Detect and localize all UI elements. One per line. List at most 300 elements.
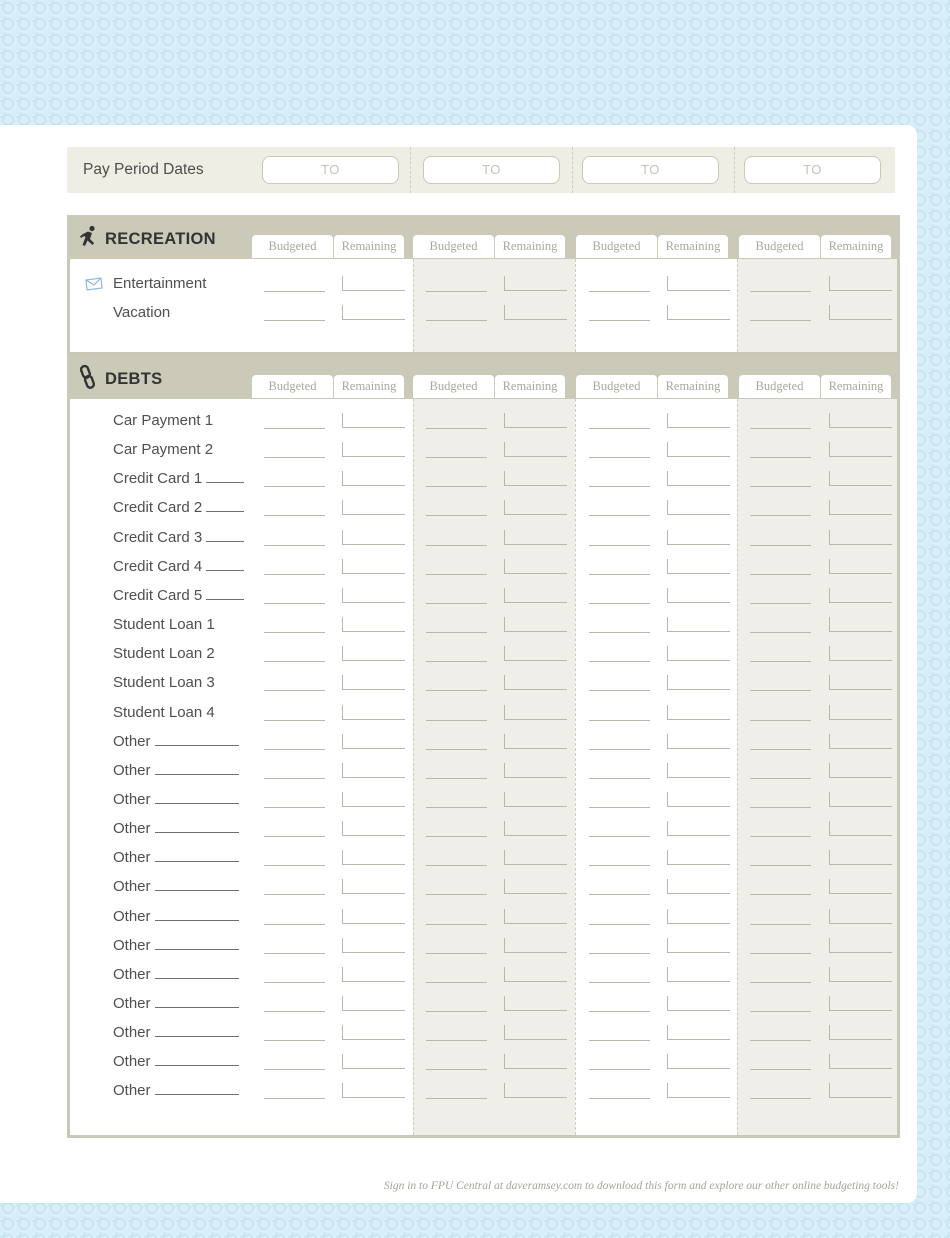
remaining-amount-field-2[interactable] xyxy=(504,821,567,836)
remaining-amount-field-4[interactable] xyxy=(829,500,892,515)
budgeted-amount-field-3[interactable] xyxy=(589,924,650,925)
budgeted-amount-field-3[interactable] xyxy=(589,982,650,983)
remaining-amount-field-1[interactable] xyxy=(342,413,405,428)
budgeted-amount-field-4[interactable] xyxy=(750,1040,811,1041)
remaining-amount-field-3[interactable] xyxy=(667,471,730,486)
budgeted-amount-field-1[interactable] xyxy=(264,632,325,633)
pay-period-date-field-4[interactable]: TO xyxy=(744,156,881,184)
budgeted-amount-field-1[interactable] xyxy=(264,1040,325,1041)
budgeted-amount-field-1[interactable] xyxy=(264,1098,325,1099)
remaining-amount-field-4[interactable] xyxy=(829,1025,892,1040)
remaining-amount-field-2[interactable] xyxy=(504,471,567,486)
period-divider xyxy=(575,259,576,352)
row-label-text: Credit Card 5 xyxy=(113,586,203,604)
budgeted-amount-field-2[interactable] xyxy=(426,1011,487,1012)
remaining-amount-field-3[interactable] xyxy=(667,559,730,574)
row-label-blank[interactable] xyxy=(155,744,239,746)
section-title: RECREATION xyxy=(105,230,216,248)
remaining-amount-field-2[interactable] xyxy=(504,938,567,953)
budgeted-amount-field-4[interactable] xyxy=(750,545,811,546)
row-label-text: Credit Card 4 xyxy=(113,557,203,575)
row-label xyxy=(113,1053,239,1070)
remaining-amount-field-2[interactable] xyxy=(504,1083,567,1098)
budgeted-amount-field-2[interactable] xyxy=(426,291,487,292)
row-label xyxy=(113,937,239,954)
row-label-blank[interactable] xyxy=(155,773,239,775)
budgeted-amount-field-4[interactable] xyxy=(750,457,811,458)
row-label xyxy=(113,849,239,866)
remaining-amount-field-2[interactable] xyxy=(504,559,567,574)
budgeted-amount-field-1[interactable] xyxy=(264,953,325,954)
row-label xyxy=(113,995,239,1012)
budgeted-amount-field-3[interactable] xyxy=(589,690,650,691)
row-label-blank[interactable] xyxy=(155,977,239,979)
remaining-amount-field-1[interactable] xyxy=(342,1083,405,1098)
remaining-amount-field-2[interactable] xyxy=(504,879,567,894)
budgeted-amount-field-1[interactable] xyxy=(264,778,325,779)
row-label xyxy=(113,674,215,691)
remaining-amount-field-3[interactable] xyxy=(667,879,730,894)
row-label-blank[interactable] xyxy=(155,948,239,950)
row-label-blank[interactable] xyxy=(206,481,244,483)
budgeted-amount-field-1[interactable] xyxy=(264,574,325,575)
row-label-blank[interactable] xyxy=(155,1006,239,1008)
budgeted-amount-field-2[interactable] xyxy=(426,1069,487,1070)
budgeted-amount-field-2[interactable] xyxy=(426,545,487,546)
budgeted-amount-field-3[interactable] xyxy=(589,291,650,292)
remaining-amount-field-3[interactable] xyxy=(667,821,730,836)
budgeted-amount-field-4[interactable] xyxy=(750,291,811,292)
budgeted-amount-field-2[interactable] xyxy=(426,1098,487,1099)
remaining-amount-field-2[interactable] xyxy=(504,792,567,807)
row-label xyxy=(113,412,213,429)
row-label-text: Other xyxy=(113,878,151,896)
budgeted-amount-field-2[interactable] xyxy=(426,574,487,575)
budgeted-amount-field-4[interactable] xyxy=(750,1011,811,1012)
remaining-amount-field-4[interactable] xyxy=(829,588,892,603)
remaining-amount-field-3[interactable] xyxy=(667,734,730,749)
remaining-amount-field-3[interactable] xyxy=(667,442,730,457)
budgeted-amount-field-1[interactable] xyxy=(264,661,325,662)
budgeted-amount-field-3[interactable] xyxy=(589,865,650,866)
remaining-amount-field-2[interactable] xyxy=(504,909,567,924)
row-label xyxy=(113,645,215,662)
remaining-amount-field-4[interactable] xyxy=(829,471,892,486)
row-label xyxy=(113,791,239,808)
remaining-amount-field-4[interactable] xyxy=(829,559,892,574)
budgeted-amount-field-2[interactable] xyxy=(426,515,487,516)
remaining-column-header: Remaining xyxy=(821,375,891,398)
remaining-amount-field-4[interactable] xyxy=(829,909,892,924)
remaining-amount-field-1[interactable] xyxy=(342,967,405,982)
budgeted-amount-field-1[interactable] xyxy=(264,865,325,866)
budgeted-amount-field-2[interactable] xyxy=(426,632,487,633)
remaining-amount-field-1[interactable] xyxy=(342,734,405,749)
remaining-amount-field-3[interactable] xyxy=(667,413,730,428)
budgeted-amount-field-4[interactable] xyxy=(750,486,811,487)
budgeted-amount-field-4[interactable] xyxy=(750,865,811,866)
remaining-amount-field-2[interactable] xyxy=(504,588,567,603)
row-label xyxy=(113,878,239,895)
budgeted-amount-field-3[interactable] xyxy=(589,661,650,662)
remaining-column-header: Remaining xyxy=(334,235,404,258)
budgeted-amount-field-3[interactable] xyxy=(589,749,650,750)
remaining-amount-field-1[interactable] xyxy=(342,850,405,865)
row-label xyxy=(113,908,239,925)
budgeted-amount-field-1[interactable] xyxy=(264,924,325,925)
row-label-text: Other xyxy=(113,820,151,838)
budgeted-amount-field-3[interactable] xyxy=(589,486,650,487)
remaining-amount-field-3[interactable] xyxy=(667,792,730,807)
footer-note: Sign in to FPU Central at daveramsey.com to download this form and explore our other online budgeting tools! xyxy=(383,1180,899,1192)
chain-link-icon xyxy=(77,365,99,389)
remaining-amount-field-1[interactable] xyxy=(342,442,405,457)
budgeted-amount-field-4[interactable] xyxy=(750,515,811,516)
remaining-amount-field-3[interactable] xyxy=(667,1054,730,1069)
budgeted-column-header: Budgeted xyxy=(739,235,820,258)
remaining-amount-field-1[interactable] xyxy=(342,588,405,603)
budgeted-column-header: Budgeted xyxy=(576,235,657,258)
remaining-amount-field-2[interactable] xyxy=(504,500,567,515)
budgeted-amount-field-3[interactable] xyxy=(589,545,650,546)
remaining-amount-field-2[interactable] xyxy=(504,705,567,720)
budgeted-amount-field-1[interactable] xyxy=(264,603,325,604)
remaining-amount-field-4[interactable] xyxy=(829,763,892,778)
row-label xyxy=(113,762,239,779)
remaining-amount-field-3[interactable] xyxy=(667,850,730,865)
remaining-column-header: Remaining xyxy=(495,375,565,398)
budgeted-amount-field-3[interactable] xyxy=(589,894,650,895)
budgeted-column-header: Budgeted xyxy=(739,375,820,398)
remaining-amount-field-4[interactable] xyxy=(829,850,892,865)
remaining-column-header: Remaining xyxy=(334,375,404,398)
running-person-icon xyxy=(77,225,99,249)
row-label xyxy=(113,275,206,292)
budgeted-amount-field-2[interactable] xyxy=(426,428,487,429)
row-label-text: Student Loan 1 xyxy=(113,616,215,634)
budgeted-amount-field-2[interactable] xyxy=(426,924,487,925)
remaining-amount-field-1[interactable] xyxy=(342,763,405,778)
budgeted-amount-field-2[interactable] xyxy=(426,778,487,779)
budgeted-amount-field-4[interactable] xyxy=(750,836,811,837)
remaining-amount-field-2[interactable] xyxy=(504,1054,567,1069)
row-label-text: Other xyxy=(113,995,151,1012)
budgeted-amount-field-4[interactable] xyxy=(750,603,811,604)
budgeted-amount-field-2[interactable] xyxy=(426,720,487,721)
remaining-amount-field-1[interactable] xyxy=(342,821,405,836)
row-label-blank[interactable] xyxy=(155,889,239,891)
row-label-blank[interactable] xyxy=(155,1035,239,1037)
remaining-amount-field-3[interactable] xyxy=(667,276,730,291)
remaining-amount-field-2[interactable] xyxy=(504,996,567,1011)
period-divider xyxy=(413,399,414,1135)
row-label-blank[interactable] xyxy=(206,510,244,512)
budgeted-amount-field-2[interactable] xyxy=(426,486,487,487)
pay-period-date-field-3[interactable]: TO xyxy=(582,156,719,184)
budgeted-amount-field-4[interactable] xyxy=(750,632,811,633)
period-divider xyxy=(734,147,735,193)
remaining-amount-field-4[interactable] xyxy=(829,734,892,749)
budgeted-amount-field-4[interactable] xyxy=(750,894,811,895)
budgeted-amount-field-4[interactable] xyxy=(750,807,811,808)
period-divider xyxy=(572,147,573,193)
remaining-amount-field-1[interactable] xyxy=(342,996,405,1011)
budgeted-amount-field-2[interactable] xyxy=(426,690,487,691)
budgeted-amount-field-1[interactable] xyxy=(264,982,325,983)
budgeted-column-header: Budgeted xyxy=(413,235,494,258)
debts-header xyxy=(67,355,900,399)
envelope-icon xyxy=(84,277,104,291)
budgeted-amount-field-1[interactable] xyxy=(264,690,325,691)
remaining-amount-field-3[interactable] xyxy=(667,705,730,720)
remaining-amount-field-4[interactable] xyxy=(829,821,892,836)
row-label-text: Other xyxy=(113,1053,151,1071)
row-label xyxy=(113,733,239,750)
remaining-amount-field-3[interactable] xyxy=(667,646,730,661)
row-label xyxy=(113,820,239,837)
row-label xyxy=(113,304,170,321)
budgeted-amount-field-4[interactable] xyxy=(750,720,811,721)
budgeted-amount-field-1[interactable] xyxy=(264,807,325,808)
remaining-amount-field-3[interactable] xyxy=(667,938,730,953)
budgeted-amount-field-3[interactable] xyxy=(589,574,650,575)
budgeted-amount-field-3[interactable] xyxy=(589,1040,650,1041)
budgeted-amount-field-1[interactable] xyxy=(264,291,325,292)
remaining-amount-field-4[interactable] xyxy=(829,938,892,953)
remaining-amount-field-3[interactable] xyxy=(667,996,730,1011)
budgeted-amount-field-1[interactable] xyxy=(264,894,325,895)
pay-period-date-field-1[interactable]: TO xyxy=(262,156,399,184)
budgeted-amount-field-3[interactable] xyxy=(589,807,650,808)
row-label-text: Vacation xyxy=(113,304,171,322)
budgeted-amount-field-1[interactable] xyxy=(264,457,325,458)
budgeted-amount-field-4[interactable] xyxy=(750,690,811,691)
remaining-amount-field-1[interactable] xyxy=(342,646,405,661)
remaining-amount-field-2[interactable] xyxy=(504,763,567,778)
remaining-amount-field-3[interactable] xyxy=(667,909,730,924)
remaining-amount-field-2[interactable] xyxy=(504,530,567,545)
budgeted-amount-field-3[interactable] xyxy=(589,1011,650,1012)
period-divider xyxy=(737,399,738,1135)
row-label-blank[interactable] xyxy=(155,919,239,921)
budgeted-amount-field-2[interactable] xyxy=(426,1040,487,1041)
row-label-text: Other xyxy=(113,790,151,808)
remaining-amount-field-1[interactable] xyxy=(342,617,405,632)
budgeted-amount-field-2[interactable] xyxy=(426,320,487,321)
row-label-text: Other xyxy=(113,907,151,925)
remaining-amount-field-2[interactable] xyxy=(504,305,567,320)
budgeted-amount-field-4[interactable] xyxy=(750,661,811,662)
remaining-amount-field-3[interactable] xyxy=(667,617,730,632)
budgeted-amount-field-1[interactable] xyxy=(264,320,325,321)
budgeted-amount-field-2[interactable] xyxy=(426,982,487,983)
remaining-amount-field-4[interactable] xyxy=(829,305,892,320)
remaining-amount-field-1[interactable] xyxy=(342,675,405,690)
budgeted-amount-field-4[interactable] xyxy=(750,1098,811,1099)
row-label xyxy=(113,529,244,546)
remaining-amount-field-2[interactable] xyxy=(504,850,567,865)
remaining-amount-field-1[interactable] xyxy=(342,1025,405,1040)
budgeted-amount-field-4[interactable] xyxy=(750,749,811,750)
remaining-amount-field-2[interactable] xyxy=(504,413,567,428)
row-label-text: Student Loan 4 xyxy=(113,703,215,721)
pay-period-date-field-2[interactable]: TO xyxy=(423,156,560,184)
remaining-amount-field-4[interactable] xyxy=(829,996,892,1011)
row-label xyxy=(113,470,244,487)
pay-period-bar xyxy=(67,147,895,193)
budgeted-amount-field-4[interactable] xyxy=(750,574,811,575)
remaining-amount-field-4[interactable] xyxy=(829,1083,892,1098)
budgeted-amount-field-3[interactable] xyxy=(589,457,650,458)
row-label-text: Credit Card 2 xyxy=(113,499,203,517)
remaining-amount-field-1[interactable] xyxy=(342,276,405,291)
row-label xyxy=(113,1082,239,1099)
budgeted-amount-field-3[interactable] xyxy=(589,836,650,837)
remaining-amount-field-3[interactable] xyxy=(667,1083,730,1098)
budgeted-amount-field-3[interactable] xyxy=(589,953,650,954)
remaining-amount-field-1[interactable] xyxy=(342,938,405,953)
remaining-amount-field-1[interactable] xyxy=(342,305,405,320)
budgeted-amount-field-3[interactable] xyxy=(589,632,650,633)
row-label-blank[interactable] xyxy=(206,540,244,542)
period-divider xyxy=(575,399,576,1135)
row-label-blank[interactable] xyxy=(155,831,239,833)
remaining-amount-field-4[interactable] xyxy=(829,276,892,291)
remaining-amount-field-1[interactable] xyxy=(342,471,405,486)
row-label-blank[interactable] xyxy=(206,598,244,600)
remaining-amount-field-1[interactable] xyxy=(342,705,405,720)
budgeted-amount-field-4[interactable] xyxy=(750,428,811,429)
budgeted-amount-field-3[interactable] xyxy=(589,515,650,516)
recreation-section xyxy=(67,215,900,355)
budgeted-amount-field-1[interactable] xyxy=(264,1069,325,1070)
budgeted-amount-field-3[interactable] xyxy=(589,720,650,721)
budgeted-amount-field-1[interactable] xyxy=(264,545,325,546)
remaining-amount-field-1[interactable] xyxy=(342,530,405,545)
row-label-blank[interactable] xyxy=(155,860,239,862)
remaining-amount-field-3[interactable] xyxy=(667,588,730,603)
budgeted-amount-field-3[interactable] xyxy=(589,1098,650,1099)
remaining-amount-field-1[interactable] xyxy=(342,500,405,515)
budgeted-amount-field-2[interactable] xyxy=(426,836,487,837)
remaining-amount-field-3[interactable] xyxy=(667,675,730,690)
row-label xyxy=(113,587,244,604)
budgeted-amount-field-4[interactable] xyxy=(750,320,811,321)
budgeted-column-header: Budgeted xyxy=(576,375,657,398)
remaining-amount-field-4[interactable] xyxy=(829,675,892,690)
remaining-amount-field-4[interactable] xyxy=(829,442,892,457)
row-label-blank[interactable] xyxy=(206,569,244,571)
remaining-amount-field-3[interactable] xyxy=(667,967,730,982)
budgeted-amount-field-4[interactable] xyxy=(750,924,811,925)
recreation-header xyxy=(67,215,900,259)
row-label xyxy=(113,441,213,458)
budgeted-amount-field-2[interactable] xyxy=(426,953,487,954)
remaining-amount-field-1[interactable] xyxy=(342,559,405,574)
row-label-blank[interactable] xyxy=(155,802,239,804)
budgeted-amount-field-1[interactable] xyxy=(264,749,325,750)
remaining-amount-field-1[interactable] xyxy=(342,909,405,924)
row-label-text: Car Payment 1 xyxy=(113,412,214,429)
remaining-amount-field-3[interactable] xyxy=(667,1025,730,1040)
remaining-amount-field-2[interactable] xyxy=(504,617,567,632)
remaining-amount-field-1[interactable] xyxy=(342,792,405,807)
remaining-amount-field-3[interactable] xyxy=(667,763,730,778)
remaining-amount-field-2[interactable] xyxy=(504,967,567,982)
row-label-text: Entertainment xyxy=(113,275,207,292)
budgeted-amount-field-3[interactable] xyxy=(589,428,650,429)
pay-period-label: Pay Period Dates xyxy=(83,161,204,178)
budgeted-amount-field-2[interactable] xyxy=(426,603,487,604)
remaining-amount-field-3[interactable] xyxy=(667,305,730,320)
remaining-amount-field-4[interactable] xyxy=(829,646,892,661)
budgeted-amount-field-2[interactable] xyxy=(426,457,487,458)
budgeted-amount-field-2[interactable] xyxy=(426,894,487,895)
budgeted-amount-field-4[interactable] xyxy=(750,1069,811,1070)
period-divider xyxy=(413,259,414,352)
remaining-amount-field-4[interactable] xyxy=(829,413,892,428)
budgeted-amount-field-2[interactable] xyxy=(426,749,487,750)
remaining-amount-field-1[interactable] xyxy=(342,879,405,894)
remaining-amount-field-2[interactable] xyxy=(504,675,567,690)
remaining-amount-field-2[interactable] xyxy=(504,276,567,291)
row-label-text: Student Loan 3 xyxy=(113,674,215,692)
remaining-amount-field-2[interactable] xyxy=(504,442,567,457)
row-label-text: Credit Card 1 xyxy=(113,470,203,488)
remaining-amount-field-2[interactable] xyxy=(504,734,567,749)
budgeted-column-header: Budgeted xyxy=(252,375,333,398)
remaining-amount-field-4[interactable] xyxy=(829,967,892,982)
budgeted-amount-field-3[interactable] xyxy=(589,1069,650,1070)
row-label-text: Other xyxy=(113,849,151,867)
budgeted-amount-field-1[interactable] xyxy=(264,486,325,487)
row-label-blank[interactable] xyxy=(155,1093,239,1095)
row-label-text: Other xyxy=(113,965,151,983)
budgeted-amount-field-3[interactable] xyxy=(589,778,650,779)
budgeted-amount-field-2[interactable] xyxy=(426,865,487,866)
row-label-text: Other xyxy=(113,1082,151,1100)
remaining-amount-field-4[interactable] xyxy=(829,530,892,545)
period-divider xyxy=(410,147,411,193)
remaining-column-header: Remaining xyxy=(658,235,728,258)
budgeted-amount-field-1[interactable] xyxy=(264,1011,325,1012)
row-label-text: Other xyxy=(113,1024,151,1042)
budgeted-amount-field-1[interactable] xyxy=(264,836,325,837)
budgeted-amount-field-2[interactable] xyxy=(426,661,487,662)
remaining-amount-field-4[interactable] xyxy=(829,1054,892,1069)
remaining-amount-field-4[interactable] xyxy=(829,705,892,720)
remaining-amount-field-3[interactable] xyxy=(667,500,730,515)
remaining-amount-field-4[interactable] xyxy=(829,792,892,807)
budgeted-amount-field-1[interactable] xyxy=(264,428,325,429)
budgeted-amount-field-2[interactable] xyxy=(426,807,487,808)
row-label-blank[interactable] xyxy=(155,1064,239,1066)
remaining-amount-field-4[interactable] xyxy=(829,617,892,632)
remaining-amount-field-4[interactable] xyxy=(829,879,892,894)
budgeted-amount-field-4[interactable] xyxy=(750,982,811,983)
budgeted-amount-field-3[interactable] xyxy=(589,320,650,321)
remaining-column-header: Remaining xyxy=(821,235,891,258)
remaining-amount-field-1[interactable] xyxy=(342,1054,405,1069)
remaining-amount-field-3[interactable] xyxy=(667,530,730,545)
budgeted-amount-field-4[interactable] xyxy=(750,953,811,954)
budgeted-amount-field-3[interactable] xyxy=(589,603,650,604)
budgeted-amount-field-1[interactable] xyxy=(264,515,325,516)
remaining-amount-field-2[interactable] xyxy=(504,1025,567,1040)
remaining-amount-field-2[interactable] xyxy=(504,646,567,661)
budgeted-amount-field-1[interactable] xyxy=(264,720,325,721)
budgeted-amount-field-4[interactable] xyxy=(750,778,811,779)
